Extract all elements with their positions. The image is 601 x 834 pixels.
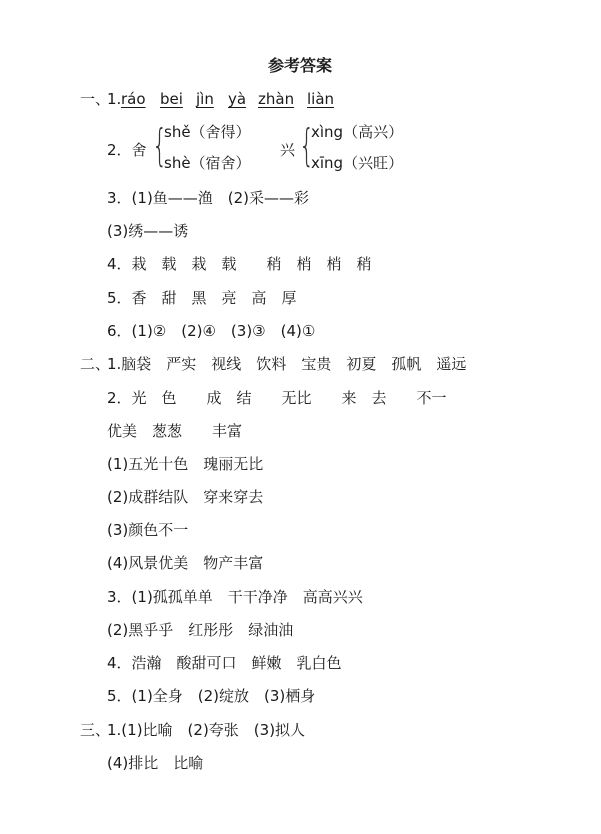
q1-3b: (3)绣——诱 — [107, 222, 189, 240]
xing-char: 兴 — [280, 141, 296, 159]
q2-5: 5．(1)全身 (2)绽放 (3)栖身 — [107, 687, 316, 705]
q2-3b: (2)黑乎乎 红彤彤 绿油油 — [107, 621, 294, 639]
q3-1: 1.(1)比喻 (2)夸张 (3)拟人 — [107, 721, 306, 739]
xing-reading-2: xīng（兴旺） — [311, 154, 404, 172]
pinyin-answer: yà — [228, 90, 247, 108]
q2-3a: 3．(1)孤孤单单 干干净净 高高兴兴 — [107, 588, 363, 606]
pinyin-answer: jìn — [196, 90, 214, 108]
q2-2c: (1)五光十色 瑰丽无比 — [107, 455, 264, 473]
she-reading-1: shě（舍得） — [164, 123, 251, 141]
section-2-number: 二、 — [80, 355, 111, 373]
q1-6: 6．(1)② (2)④ (3)③ (4)① — [107, 322, 316, 340]
brace-symbol: { — [152, 120, 168, 171]
q2-2a: 2．光 色 成 结 无比 来 去 不一 — [107, 389, 447, 407]
pinyin-answer: zhàn — [258, 90, 295, 108]
q3-1b: (4)排比 比喻 — [107, 754, 204, 772]
q2-2f: (4)风景优美 物产丰富 — [107, 554, 264, 572]
q1-3a: 3．(1)鱼——渔 (2)采——彩 — [107, 189, 310, 207]
she-reading-2: shè（宿舍） — [164, 154, 251, 172]
q2-2d: (2)成群结队 穿来穿去 — [107, 488, 264, 506]
section-3-number: 三、 — [80, 721, 111, 739]
q2-1: 1.脑袋 严实 视线 饮料 宝贵 初夏 孤帆 遥远 — [107, 355, 467, 373]
pinyin-answer: liàn — [307, 90, 335, 108]
q2-2b: 优美 葱葱 丰富 — [107, 422, 243, 440]
page-title: 参考答案 — [268, 56, 333, 75]
pinyin-answer: bei — [160, 90, 183, 108]
q1-5: 5．香 甜 黑 亮 高 厚 — [107, 289, 297, 307]
q1-1-prefix: 1. — [107, 90, 122, 108]
q1-2-prefix: 2．舍 — [107, 141, 147, 159]
section-1-number: 一、 — [80, 90, 111, 108]
pinyin-answer: ráo — [121, 90, 146, 108]
q2-4: 4．浩瀚 酸甜可口 鲜嫩 乳白色 — [107, 654, 342, 672]
q1-4: 4．栽 载 栽 载 稍 梢 梢 稍 — [107, 255, 372, 273]
q2-2e: (3)颜色不一 — [107, 521, 189, 539]
brace-symbol: { — [299, 120, 315, 171]
xing-reading-1: xìng（高兴） — [311, 123, 404, 141]
